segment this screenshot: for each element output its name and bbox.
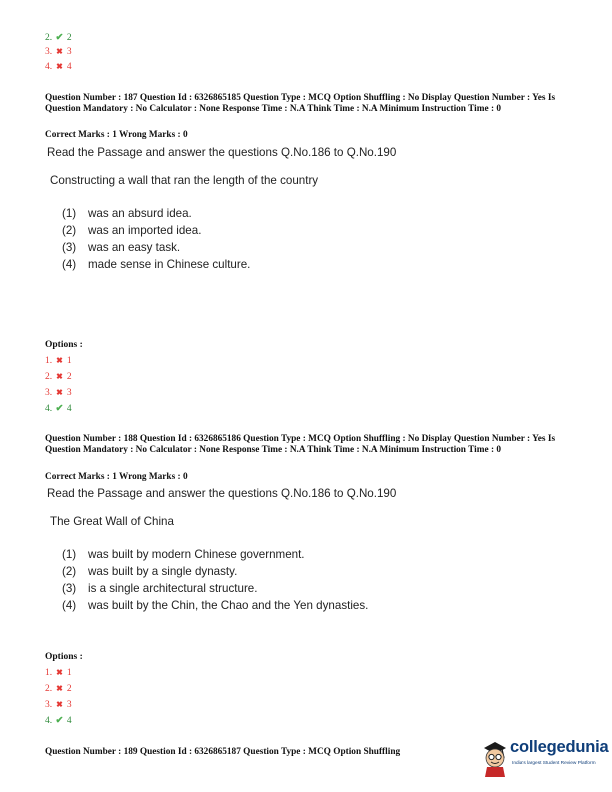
option-row bbox=[45, 46, 72, 58]
cross-icon: ✖ bbox=[56, 62, 63, 71]
choice-number: (3) bbox=[62, 582, 77, 595]
cross-icon: ✖ bbox=[56, 47, 63, 56]
option-label: 1. bbox=[45, 356, 53, 366]
option-row bbox=[45, 715, 72, 727]
passage-instruction-187: Read the Passage and answer the questions Q.No.186 to Q.No.190 bbox=[47, 146, 397, 159]
logo-brand: collegedunia bbox=[510, 738, 609, 756]
cross-icon: ✖ bbox=[56, 388, 63, 397]
check-icon: ✔ bbox=[55, 716, 64, 726]
option-number: 2 bbox=[66, 684, 72, 694]
option-row bbox=[45, 61, 72, 73]
choice-row bbox=[62, 224, 201, 237]
option-label: 1. bbox=[45, 668, 53, 678]
option-label: 2. bbox=[45, 372, 53, 382]
logo-tagline: India's largest Student Review Platform bbox=[512, 761, 596, 766]
question-meta-187: Question Number : 187 Question Id : 6326865185 Question Type : MCQ Option Shuffling : No Display Question Number : Yes Is Question Mandatory : No Calculator : None Response Time : N.A Think Time : N.A Minimum Instruction Time : 0 bbox=[45, 93, 556, 114]
option-row bbox=[45, 371, 72, 383]
option-label: 4. bbox=[45, 62, 53, 72]
cross-icon: ✖ bbox=[56, 700, 63, 709]
question-stem-188: The Great Wall of China bbox=[50, 515, 174, 528]
choice-number: (4) bbox=[62, 599, 77, 612]
option-row bbox=[45, 683, 72, 695]
question-meta-188: Question Number : 188 Question Id : 6326865186 Question Type : MCQ Option Shuffling : No Display Question Number : Yes Is Question Mandatory : No Calculator : None Response Time : N.A Think Time : N.A Minimum Instruction Time : 0 bbox=[45, 434, 556, 455]
cross-icon: ✖ bbox=[56, 372, 63, 381]
choice-number: (1) bbox=[62, 207, 77, 220]
option-number: 3 bbox=[66, 700, 72, 710]
option-number: 3 bbox=[66, 388, 72, 398]
check-icon: ✔ bbox=[55, 404, 64, 414]
choice-row bbox=[62, 548, 305, 561]
choice-text: was an absurd idea. bbox=[88, 207, 192, 220]
choice-row bbox=[62, 565, 237, 578]
check-icon: ✔ bbox=[55, 33, 64, 43]
choice-number: (2) bbox=[62, 224, 77, 237]
question-meta-189: Question Number : 189 Question Id : 6326865187 Question Type : MCQ Option Shuffling bbox=[45, 747, 401, 757]
option-number: 4 bbox=[66, 62, 72, 72]
option-number: 1 bbox=[66, 668, 72, 678]
question-stem-187: Constructing a wall that ran the length of the country bbox=[50, 174, 319, 187]
option-label: 2. bbox=[45, 33, 53, 43]
option-row bbox=[45, 387, 72, 399]
option-label: 3. bbox=[45, 700, 53, 710]
option-number: 1 bbox=[66, 356, 72, 366]
option-number: 3 bbox=[66, 47, 72, 57]
option-number: 2 bbox=[66, 33, 72, 43]
cross-icon: ✖ bbox=[56, 684, 63, 693]
choice-text: was built by a single dynasty. bbox=[88, 565, 238, 578]
choice-text: was built by modern Chinese government. bbox=[88, 548, 305, 561]
choice-row bbox=[62, 599, 368, 612]
question-marks-188: Correct Marks : 1 Wrong Marks : 0 bbox=[45, 472, 188, 482]
choice-row bbox=[62, 258, 250, 271]
options-label-188: Options : bbox=[45, 652, 83, 662]
option-label: 4. bbox=[45, 716, 53, 726]
choice-text: is a single architectural structure. bbox=[88, 582, 258, 595]
question-marks-187: Correct Marks : 1 Wrong Marks : 0 bbox=[45, 130, 188, 140]
option-label: 4. bbox=[45, 404, 53, 414]
choice-number: (3) bbox=[62, 241, 77, 254]
option-row bbox=[45, 699, 72, 711]
option-number: 2 bbox=[66, 372, 72, 382]
option-row bbox=[45, 355, 72, 367]
option-number: 4 bbox=[66, 716, 72, 726]
option-row bbox=[45, 403, 72, 415]
option-row bbox=[45, 667, 72, 679]
choice-text: was an easy task. bbox=[88, 241, 181, 254]
option-label: 3. bbox=[45, 388, 53, 398]
choice-text: was an imported idea. bbox=[88, 224, 202, 237]
options-label-187: Options : bbox=[45, 340, 83, 350]
choice-text: made sense in Chinese culture. bbox=[88, 258, 251, 271]
choice-row bbox=[62, 241, 180, 254]
option-label: 3. bbox=[45, 47, 53, 57]
choice-text: was built by the Chin, the Chao and the Yen dynasties. bbox=[88, 599, 369, 612]
choice-number: (1) bbox=[62, 548, 77, 561]
option-row bbox=[45, 32, 72, 44]
option-label: 2. bbox=[45, 684, 53, 694]
choice-row bbox=[62, 207, 192, 220]
choice-number: (4) bbox=[62, 258, 77, 271]
mascot-icon bbox=[478, 734, 512, 778]
cross-icon: ✖ bbox=[56, 668, 63, 677]
passage-instruction-188: Read the Passage and answer the questions Q.No.186 to Q.No.190 bbox=[47, 487, 397, 500]
choice-number: (2) bbox=[62, 565, 77, 578]
collegedunia-logo bbox=[478, 734, 608, 778]
cross-icon: ✖ bbox=[56, 356, 63, 365]
choice-row bbox=[62, 582, 257, 595]
option-number: 4 bbox=[66, 404, 72, 414]
